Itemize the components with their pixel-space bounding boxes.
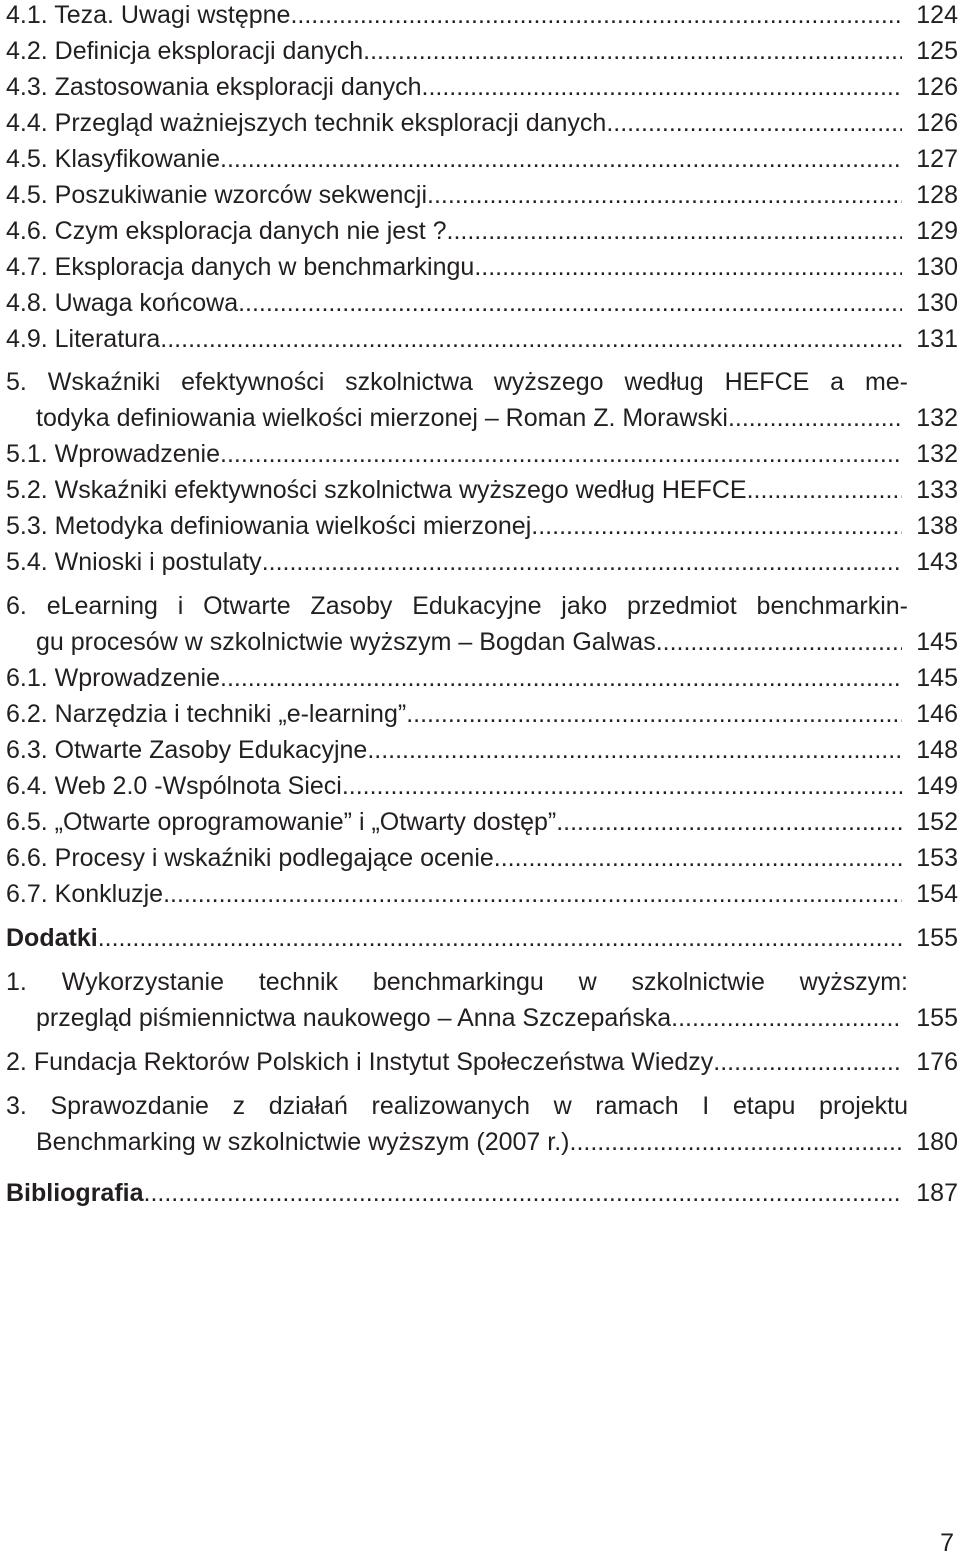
toc-entry bbox=[6, 141, 958, 177]
appendix-title-line1: Wykorzystanie technik benchmarkingu w szkolnictwie wyższym: bbox=[61, 968, 908, 996]
entry-number: 4.9. bbox=[6, 325, 48, 353]
entry-title: Wprowadzenie bbox=[54, 440, 221, 468]
entry-page: 148 bbox=[916, 736, 958, 764]
toc-entry bbox=[6, 436, 958, 472]
entry-number: 4.4. bbox=[6, 109, 48, 137]
dot-leader bbox=[363, 33, 902, 69]
toc-entry bbox=[6, 472, 958, 508]
entry-number: 4.1. bbox=[6, 1, 48, 29]
toc-entry bbox=[6, 177, 958, 213]
chapter-title-line1: eLearning i Otwarte Zasoby Edukacyjne jako przedmiot benchmarkin- bbox=[46, 592, 908, 620]
appendix-number: 1. bbox=[6, 968, 27, 996]
toc-entry bbox=[6, 660, 958, 696]
dot-leader bbox=[367, 732, 902, 768]
entry-number: 5.1. bbox=[6, 440, 48, 468]
toc-entry bbox=[6, 804, 958, 840]
entry-page: 132 bbox=[916, 440, 958, 468]
toc-entry bbox=[6, 0, 958, 33]
dot-leader bbox=[447, 213, 902, 249]
chapter-number: 5. bbox=[6, 368, 27, 396]
entry-page: 180 bbox=[916, 1128, 958, 1156]
entry-title: Procesy i wskaźniki podlegające ocenie bbox=[54, 844, 494, 872]
dot-leader bbox=[144, 1175, 902, 1211]
entry-page: 146 bbox=[916, 700, 958, 728]
entry-page: 124 bbox=[916, 1, 958, 29]
entry-number: 6.4. bbox=[6, 772, 48, 800]
dot-leader bbox=[713, 1044, 902, 1080]
entry-title: Uwaga końcowa bbox=[54, 289, 239, 317]
toc-entry bbox=[6, 213, 958, 249]
toc-entry bbox=[6, 249, 958, 285]
entry-page: 127 bbox=[916, 145, 958, 173]
appendix-number: 3. bbox=[6, 1092, 27, 1120]
entry-title: Literatura bbox=[54, 325, 161, 353]
entry-title: Eksploracja danych w benchmarkingu bbox=[54, 253, 475, 281]
chapter-title-line1: Wskaźniki efektywności szkolnictwa wyższego według HEFCE a me- bbox=[47, 368, 908, 396]
entry-title: Czym eksploracja danych nie jest ? bbox=[54, 217, 447, 245]
dot-leader bbox=[531, 508, 902, 544]
dot-leader bbox=[220, 436, 902, 472]
entry-page: 130 bbox=[916, 253, 958, 281]
toc-section-dodatki bbox=[6, 920, 958, 956]
entry-page: 125 bbox=[916, 37, 958, 65]
entry-title: Wnioski i postulaty bbox=[54, 548, 262, 576]
dot-leader bbox=[427, 177, 902, 213]
toc-chapter bbox=[6, 364, 958, 400]
entry-page: 129 bbox=[916, 217, 958, 245]
entry-page: 176 bbox=[916, 1048, 958, 1076]
entry-page: 126 bbox=[916, 109, 958, 137]
entry-page: 133 bbox=[916, 476, 958, 504]
entry-number: 6.5. bbox=[6, 808, 48, 836]
entry-title: Zastosowania eksploracji danych bbox=[54, 73, 422, 101]
entry-title: Wprowadzenie bbox=[54, 664, 221, 692]
entry-number: 4.2. bbox=[6, 37, 48, 65]
appendix-title: Fundacja Rektorów Polskich i Instytut Społeczeństwa Wiedzy bbox=[33, 1048, 714, 1076]
dot-leader bbox=[422, 69, 902, 105]
entry-number: 4.8. bbox=[6, 289, 48, 317]
dot-leader bbox=[728, 400, 902, 436]
toc-entry bbox=[6, 321, 958, 357]
toc-entry bbox=[6, 285, 958, 321]
entry-page: 126 bbox=[916, 73, 958, 101]
entry-number: 5.3. bbox=[6, 512, 48, 540]
toc-chapter bbox=[6, 588, 958, 624]
entry-page: 155 bbox=[916, 924, 958, 952]
entry-number: 4.7. bbox=[6, 253, 48, 281]
section-title: Bibliografia bbox=[6, 1179, 144, 1207]
entry-title: Definicja eksploracji danych bbox=[54, 37, 364, 65]
dot-leader bbox=[220, 660, 902, 696]
entry-page: 155 bbox=[916, 1004, 958, 1032]
appendix-title-line2: Benchmarking w szkolnictwie wyższym (2007 r.) bbox=[36, 1128, 570, 1156]
section-title: Dodatki bbox=[6, 924, 98, 952]
dot-leader bbox=[606, 105, 902, 141]
entry-number: 6.3. bbox=[6, 736, 48, 764]
entry-page: 153 bbox=[916, 844, 958, 872]
dot-leader bbox=[494, 840, 902, 876]
dot-leader bbox=[220, 141, 902, 177]
dot-leader bbox=[671, 1000, 902, 1036]
chapter-title-line2: todyka definiowania wielkości mierzonej – Roman Z. Morawski bbox=[36, 404, 728, 432]
dot-leader bbox=[556, 804, 902, 840]
entry-page: 154 bbox=[916, 880, 958, 908]
entry-page: 131 bbox=[916, 325, 958, 353]
dot-leader bbox=[160, 321, 902, 357]
toc-entry bbox=[6, 33, 958, 69]
entry-number: 6.1. bbox=[6, 664, 48, 692]
toc-entry bbox=[6, 69, 958, 105]
entry-number: 5.4. bbox=[6, 548, 48, 576]
appendix-number: 2. bbox=[6, 1048, 27, 1076]
toc-appendix bbox=[6, 1088, 958, 1124]
entry-title: Metodyka definiowania wielkości mierzonej bbox=[54, 512, 532, 540]
toc-entry bbox=[6, 840, 958, 876]
entry-page: 132 bbox=[916, 404, 958, 432]
entry-title: Wskaźniki efektywności szkolnictwa wyższego według HEFCE bbox=[54, 476, 747, 504]
toc-entry bbox=[6, 876, 958, 912]
entry-number: 5.2. bbox=[6, 476, 48, 504]
dot-leader bbox=[342, 768, 902, 804]
entry-page: 145 bbox=[916, 664, 958, 692]
dot-leader bbox=[656, 624, 902, 660]
entry-page: 130 bbox=[916, 289, 958, 317]
entry-number: 6.6. bbox=[6, 844, 48, 872]
dot-leader bbox=[238, 285, 902, 321]
entry-title: Web 2.0 -Wspólnota Sieci bbox=[54, 772, 342, 800]
entry-page: 152 bbox=[916, 808, 958, 836]
dot-leader bbox=[262, 544, 902, 580]
dot-leader bbox=[163, 876, 902, 912]
entry-page: 143 bbox=[916, 548, 958, 576]
entry-title: Otwarte Zasoby Edukacyjne bbox=[54, 736, 368, 764]
entry-page: 128 bbox=[916, 181, 958, 209]
dot-leader bbox=[98, 920, 902, 956]
dot-leader bbox=[406, 696, 902, 732]
entry-title: Teza. Uwagi wstępne bbox=[54, 1, 291, 29]
dot-leader bbox=[747, 472, 902, 508]
appendix-title-line1: Sprawozdanie z działań realizowanych w ramach I etapu projektu bbox=[50, 1092, 908, 1120]
dot-leader bbox=[290, 0, 902, 33]
toc-appendix-continuation bbox=[6, 1124, 958, 1160]
toc-entry bbox=[6, 508, 958, 544]
entry-number: 4.5. bbox=[6, 181, 48, 209]
toc-entry bbox=[6, 768, 958, 804]
chapter-title-line2: gu procesów w szkolnictwie wyższym – Bogdan Galwas bbox=[36, 628, 656, 656]
toc-appendix-continuation bbox=[6, 1000, 958, 1036]
toc-chapter-continuation bbox=[6, 624, 958, 660]
page-number: 7 bbox=[940, 1529, 954, 1557]
dot-leader bbox=[570, 1124, 903, 1160]
entry-page: 187 bbox=[916, 1179, 958, 1207]
toc-entry bbox=[6, 544, 958, 580]
entry-title: Konkluzje bbox=[54, 880, 164, 908]
entry-number: 6.2. bbox=[6, 700, 48, 728]
entry-number: 6.7. bbox=[6, 880, 48, 908]
entry-number: 4.5. bbox=[6, 145, 48, 173]
entry-title: Przegląd ważniejszych technik eksploracji danych bbox=[54, 109, 607, 137]
entry-number: 4.6. bbox=[6, 217, 48, 245]
entry-title: Klasyfikowanie bbox=[54, 145, 221, 173]
toc-appendix bbox=[6, 1044, 958, 1080]
appendix-title-line2: przegląd piśmiennictwa naukowego – Anna Szczepańska bbox=[36, 1004, 672, 1032]
entry-title: „Otwarte oprogramowanie” i „Otwarty dostęp” bbox=[54, 808, 557, 836]
entry-title: Poszukiwanie wzorców sekwencji bbox=[54, 181, 428, 209]
toc-entry bbox=[6, 105, 958, 141]
toc-entry bbox=[6, 696, 958, 732]
entry-page: 138 bbox=[916, 512, 958, 540]
toc-appendix bbox=[6, 964, 958, 1000]
toc-section-bibliografia bbox=[6, 1175, 958, 1211]
entry-number: 4.3. bbox=[6, 73, 48, 101]
chapter-number: 6. bbox=[6, 592, 27, 620]
toc-chapter-continuation bbox=[6, 400, 958, 436]
entry-title: Narzędzia i techniki „e-learning” bbox=[54, 700, 407, 728]
toc-entry bbox=[6, 732, 958, 768]
entry-page: 145 bbox=[916, 628, 958, 656]
entry-page: 149 bbox=[916, 772, 958, 800]
dot-leader bbox=[474, 249, 902, 285]
